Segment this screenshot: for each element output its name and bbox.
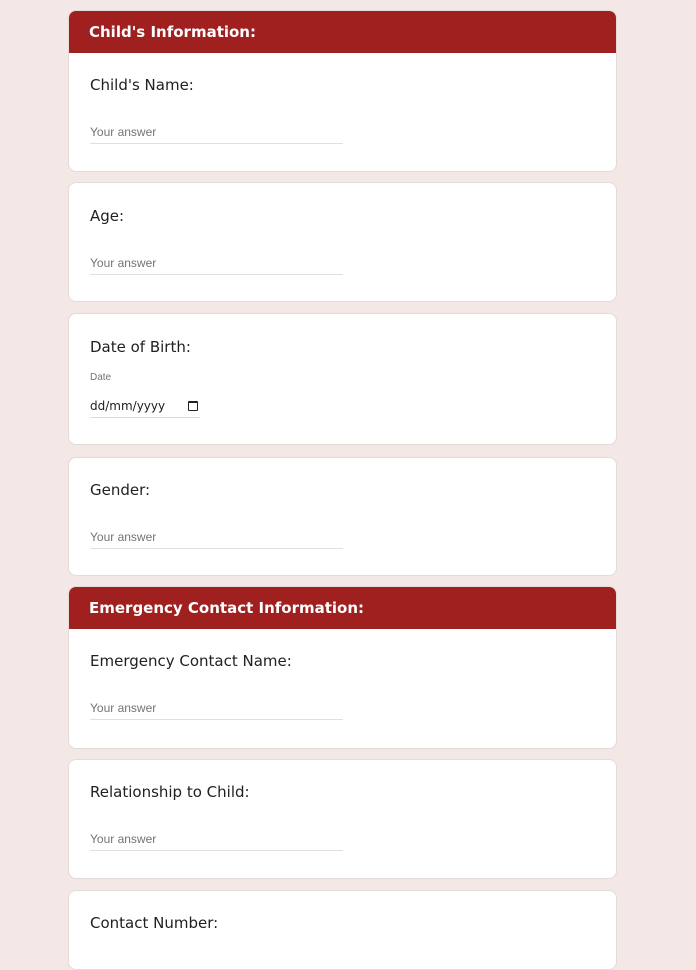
age-card	[68, 182, 617, 302]
calendar-icon[interactable]	[188, 401, 198, 411]
question-label: Emergency Contact Name:	[90, 652, 292, 670]
question-label: Age:	[90, 207, 125, 225]
relationship-card	[68, 759, 617, 879]
childs-info-card	[68, 10, 617, 172]
relationship-input[interactable]	[90, 832, 343, 851]
date-value: dd/mm/yyyy	[90, 399, 166, 413]
section-header: Child's Information:	[69, 11, 616, 53]
childs-name-input[interactable]	[90, 125, 343, 144]
dob-date-input[interactable]	[90, 399, 200, 418]
question-label: Child's Name:	[90, 76, 194, 94]
gender-input[interactable]	[90, 530, 343, 549]
emergency-info-card	[68, 586, 617, 749]
dob-card	[68, 313, 617, 445]
contact-number-card	[68, 890, 617, 970]
gender-card	[68, 457, 617, 576]
section-header: Emergency Contact Information:	[69, 587, 616, 629]
question-label: Gender:	[90, 481, 151, 499]
question-label: Relationship to Child:	[90, 783, 250, 801]
question-label: Contact Number:	[90, 914, 219, 932]
date-sublabel: Date	[90, 372, 112, 383]
age-input[interactable]	[90, 256, 343, 275]
emergency-name-input[interactable]	[90, 701, 343, 720]
question-label: Date of Birth:	[90, 338, 191, 356]
